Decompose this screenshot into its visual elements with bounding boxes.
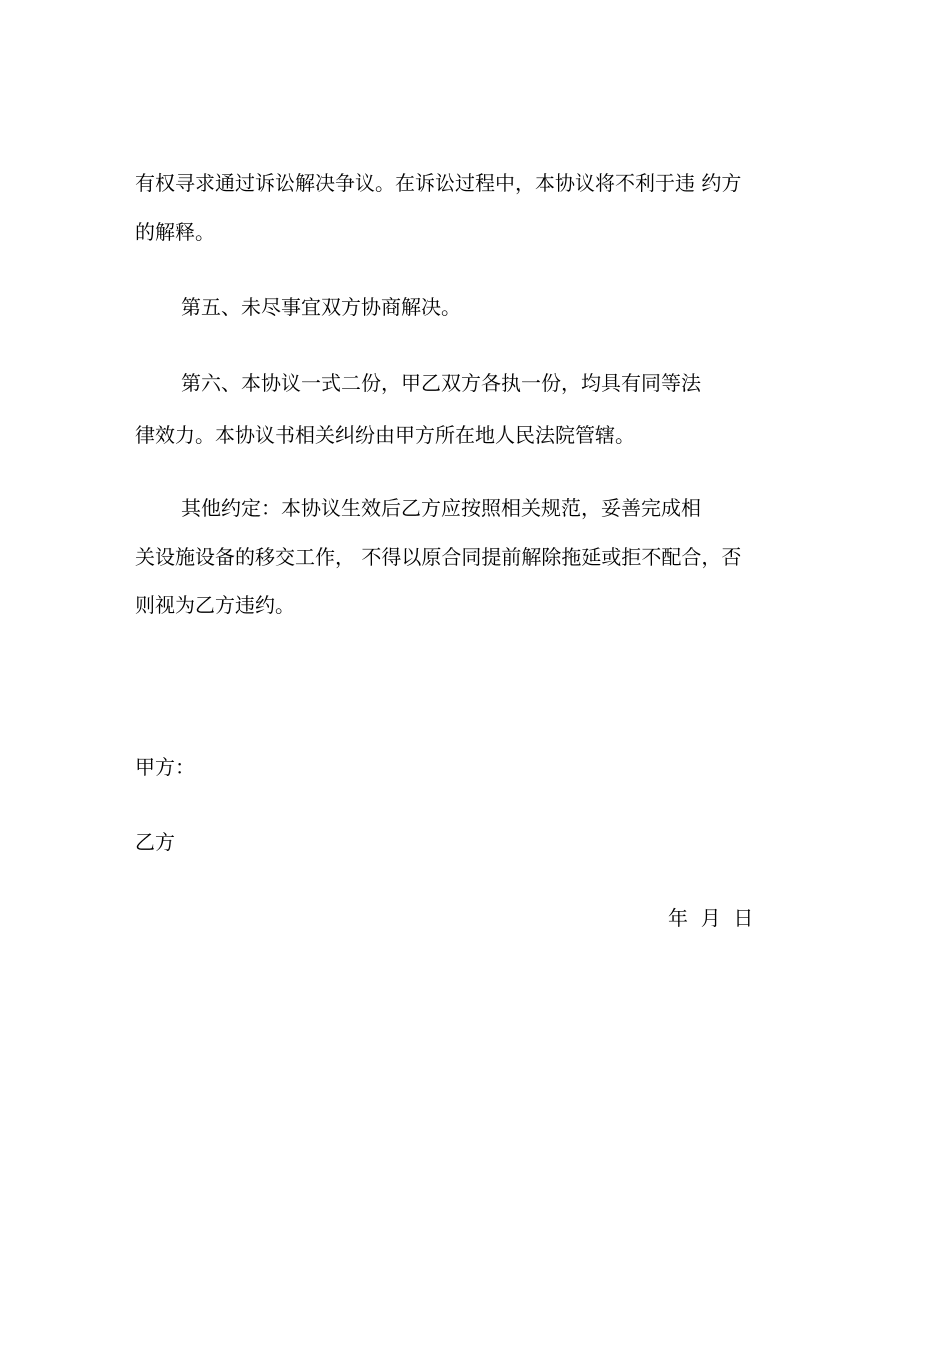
party-b-signature-label: 乙方: [135, 830, 175, 854]
party-a-signature-label: 甲方：: [135, 755, 195, 779]
other-terms-line-1: 其他约定：本协议生效后乙方应按照相关规范，妥善完成相: [181, 496, 701, 520]
clause-6-line-1: 第六、本协议一式二份，甲乙双方各执一份，均具有同等法: [181, 371, 701, 395]
clause-6-line-2: 律效力。本协议书相关纠纷由甲方所在地人民法院管辖。: [135, 423, 635, 447]
paragraph-continued-line-1: 有权寻求通过诉讼解决争议。在诉讼过程中，本协议将不利于违 约方: [135, 171, 742, 195]
other-terms-line-2: 关设施设备的移交工作， 不得以原合同提前解除拖延或拒不配合，否: [135, 545, 742, 569]
clause-5-line-1: 第五、未尽事宜双方协商解决。: [181, 295, 461, 319]
signature-date: 年 月 日: [668, 906, 754, 930]
other-terms-line-3: 则视为乙方违约。: [135, 593, 295, 617]
paragraph-continued-line-2: 的解释。: [135, 220, 215, 244]
